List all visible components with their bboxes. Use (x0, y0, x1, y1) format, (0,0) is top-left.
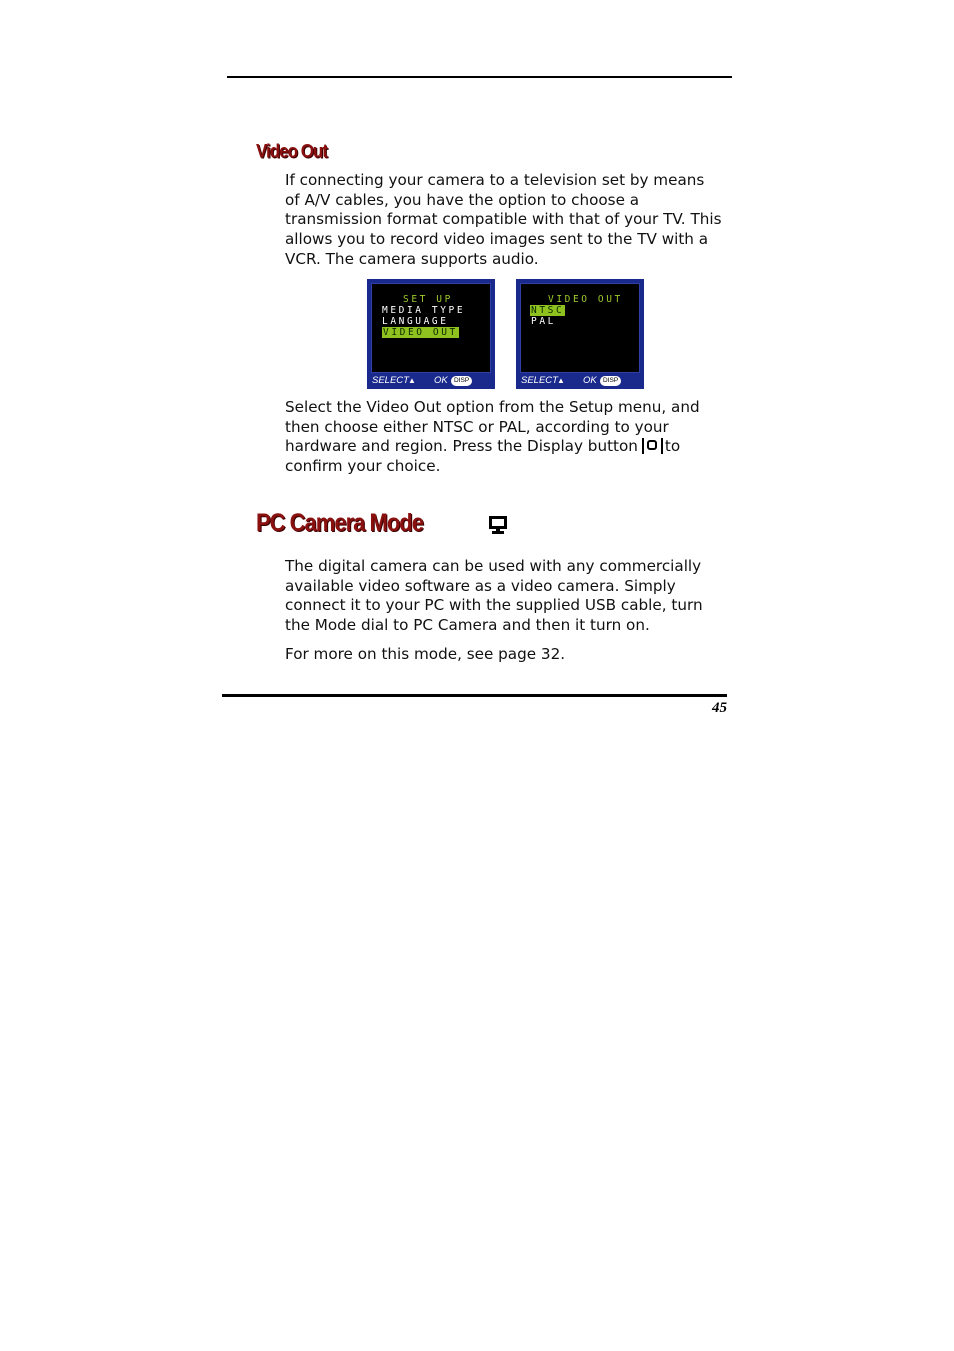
menu-item-ntsc-selected: NTSC (531, 305, 565, 316)
screen-display (371, 283, 491, 373)
monitor-icon (489, 516, 508, 534)
setup-menu-screen (367, 279, 495, 389)
video-out-menu-screen (516, 279, 644, 389)
text-fragment: to (664, 437, 681, 456)
video-out-heading: Video Out (256, 140, 327, 162)
text-line: allows you to record video images sent to the TV with a (285, 230, 709, 249)
text-line: then choose either NTSC or PAL, according to your (285, 417, 669, 436)
video-out-intro (285, 171, 725, 270)
pc-camera-more (285, 645, 725, 665)
pc-camera-body (285, 557, 725, 636)
text-line: VCR. The camera supports audio. (285, 249, 539, 268)
text-line: transmission format compatible with that of your TV. This (285, 210, 722, 229)
text-line: For more on this mode, see page 32. (285, 645, 566, 663)
text-line: the Mode dial to PC Camera and then it turn on. (285, 616, 650, 635)
screen-footer (367, 375, 495, 388)
up-down-arrow-icon: ▲ (408, 376, 416, 385)
up-down-arrow-icon: ▲ (557, 376, 565, 385)
menu-item-media-type: MEDIA TYPE (382, 305, 466, 316)
screen-title: SET UP (403, 294, 453, 305)
disp-badge: DISP (451, 376, 472, 386)
text-line: connect it to your PC with the supplied USB cable, turn (285, 596, 703, 615)
text-line (285, 437, 725, 457)
screen-footer (516, 375, 644, 388)
menu-item-pal: PAL (531, 316, 556, 327)
text-line: Select the Video Out option from the Setup menu, and (285, 398, 700, 416)
screen-title: VIDEO OUT (548, 294, 623, 305)
text-line: If connecting your camera to a television set by means (285, 171, 705, 189)
display-button-icon (642, 438, 663, 452)
pc-camera-mode-heading: PC Camera Mode (256, 508, 423, 537)
bottom-rule (222, 694, 727, 697)
menu-item-video-out-selected: VIDEO OUT (383, 327, 458, 338)
top-rule (227, 76, 732, 78)
ok-label: OK (583, 375, 597, 386)
select-label: SELECT (521, 375, 558, 386)
text-line: available video software as a video camera. Simply (285, 576, 676, 595)
text-line: The digital camera can be used with any commercially (285, 557, 702, 575)
disp-badge: DISP (600, 376, 621, 386)
video-out-instructions (285, 398, 725, 477)
screen-display (520, 283, 640, 373)
menu-item-language: LANGUAGE (382, 316, 449, 327)
ok-label: OK (434, 375, 448, 386)
page-number: 45 (712, 700, 727, 716)
text-line: of A/V cables, you have the option to choose a (285, 190, 640, 209)
text-fragment: hardware and region. Press the Display button (285, 437, 638, 456)
text-line: confirm your choice. (285, 457, 441, 476)
select-label: SELECT (372, 375, 409, 386)
